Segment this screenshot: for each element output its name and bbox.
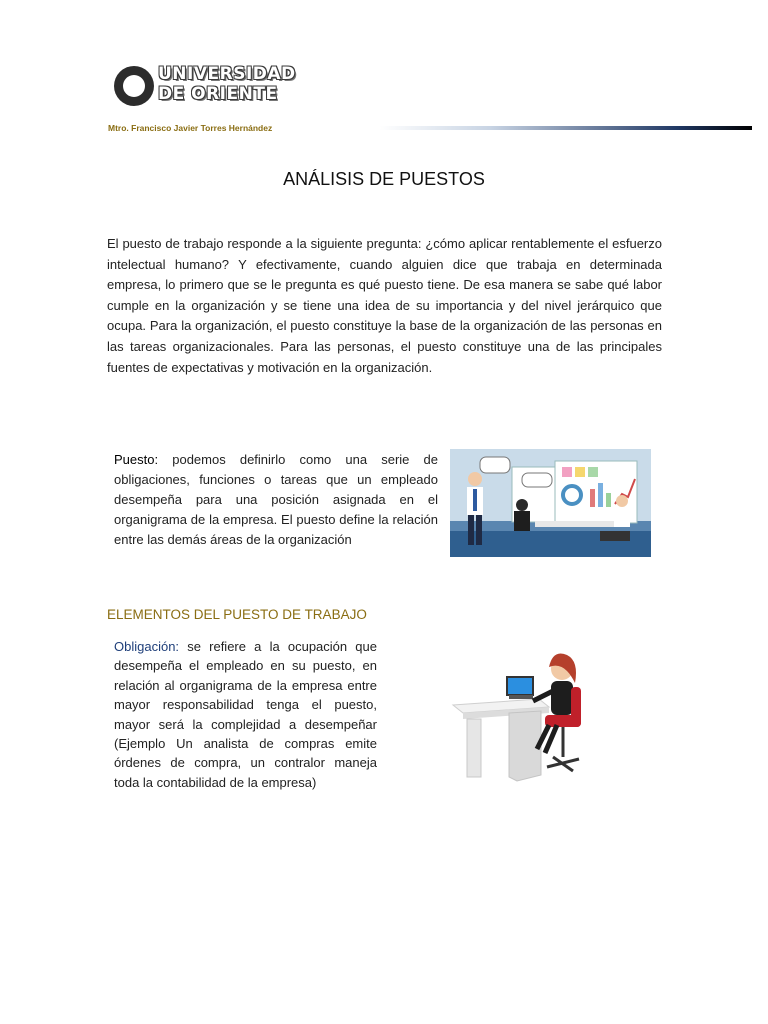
author-name: Mtro. Francisco Javier Torres Hernández	[108, 123, 273, 133]
puesto-definition: podemos definirlo como una serie de obligaciones, funciones o tareas que un empleado desempeña para una posición asignada en el organigrama de la empresa. El puesto define la relación entre las demás áreas de la organización	[114, 452, 438, 547]
obligacion-paragraph	[114, 637, 377, 792]
section-heading: ELEMENTOS DEL PUESTO DE TRABAJO	[107, 607, 367, 622]
logo-line-2: DE ORIENTE	[158, 84, 278, 104]
logo-emblem-icon	[114, 66, 154, 106]
intro-paragraph: El puesto de trabajo responde a la siguiente pregunta: ¿cómo aplicar rentablemente el esfuerzo intelectual humano? Y efectivamente, cuando alguien dice que trabaja en determinada empresa, lo primero que se le pregunta es qué puesto tiene. De esa manera se sabe qué labor cumple en la organización y se tiene una idea de su importancia y del nivel jerárquico que ocupa. Para la organización, el puesto constituye la base de la organización de las personas en las tareas organizacionales. Para las personas, el puesto constituye una de las principales fuentes de expectativas y motivación en la organización.	[107, 236, 662, 375]
header-divider	[380, 126, 752, 130]
page-title: ANÁLISIS DE PUESTOS	[283, 169, 485, 189]
woman-at-desk-illustration	[449, 627, 599, 787]
logo-line-1: UNIVERSIDAD	[158, 64, 296, 84]
office-illustration-icon	[450, 449, 651, 557]
puesto-term: Puesto:	[114, 452, 159, 467]
office-meeting-illustration	[450, 449, 651, 557]
university-logo	[114, 64, 300, 108]
obligacion-term: Obligación:	[114, 639, 180, 654]
logo-wordmark	[158, 64, 296, 104]
puesto-paragraph	[114, 450, 438, 550]
obligacion-definition: se refiere a la ocupación que desempeña el empleado en su puesto, en relación al organigrama de la empresa entre mayor responsabilidad tenga el puesto, mayor será la complejidad a desempeñar (Ejemplo Un analista de compras emite órdenes de compra, un contralor maneja toda la contabilidad de la empresa)	[114, 639, 377, 790]
desk-illustration-icon	[449, 627, 599, 787]
